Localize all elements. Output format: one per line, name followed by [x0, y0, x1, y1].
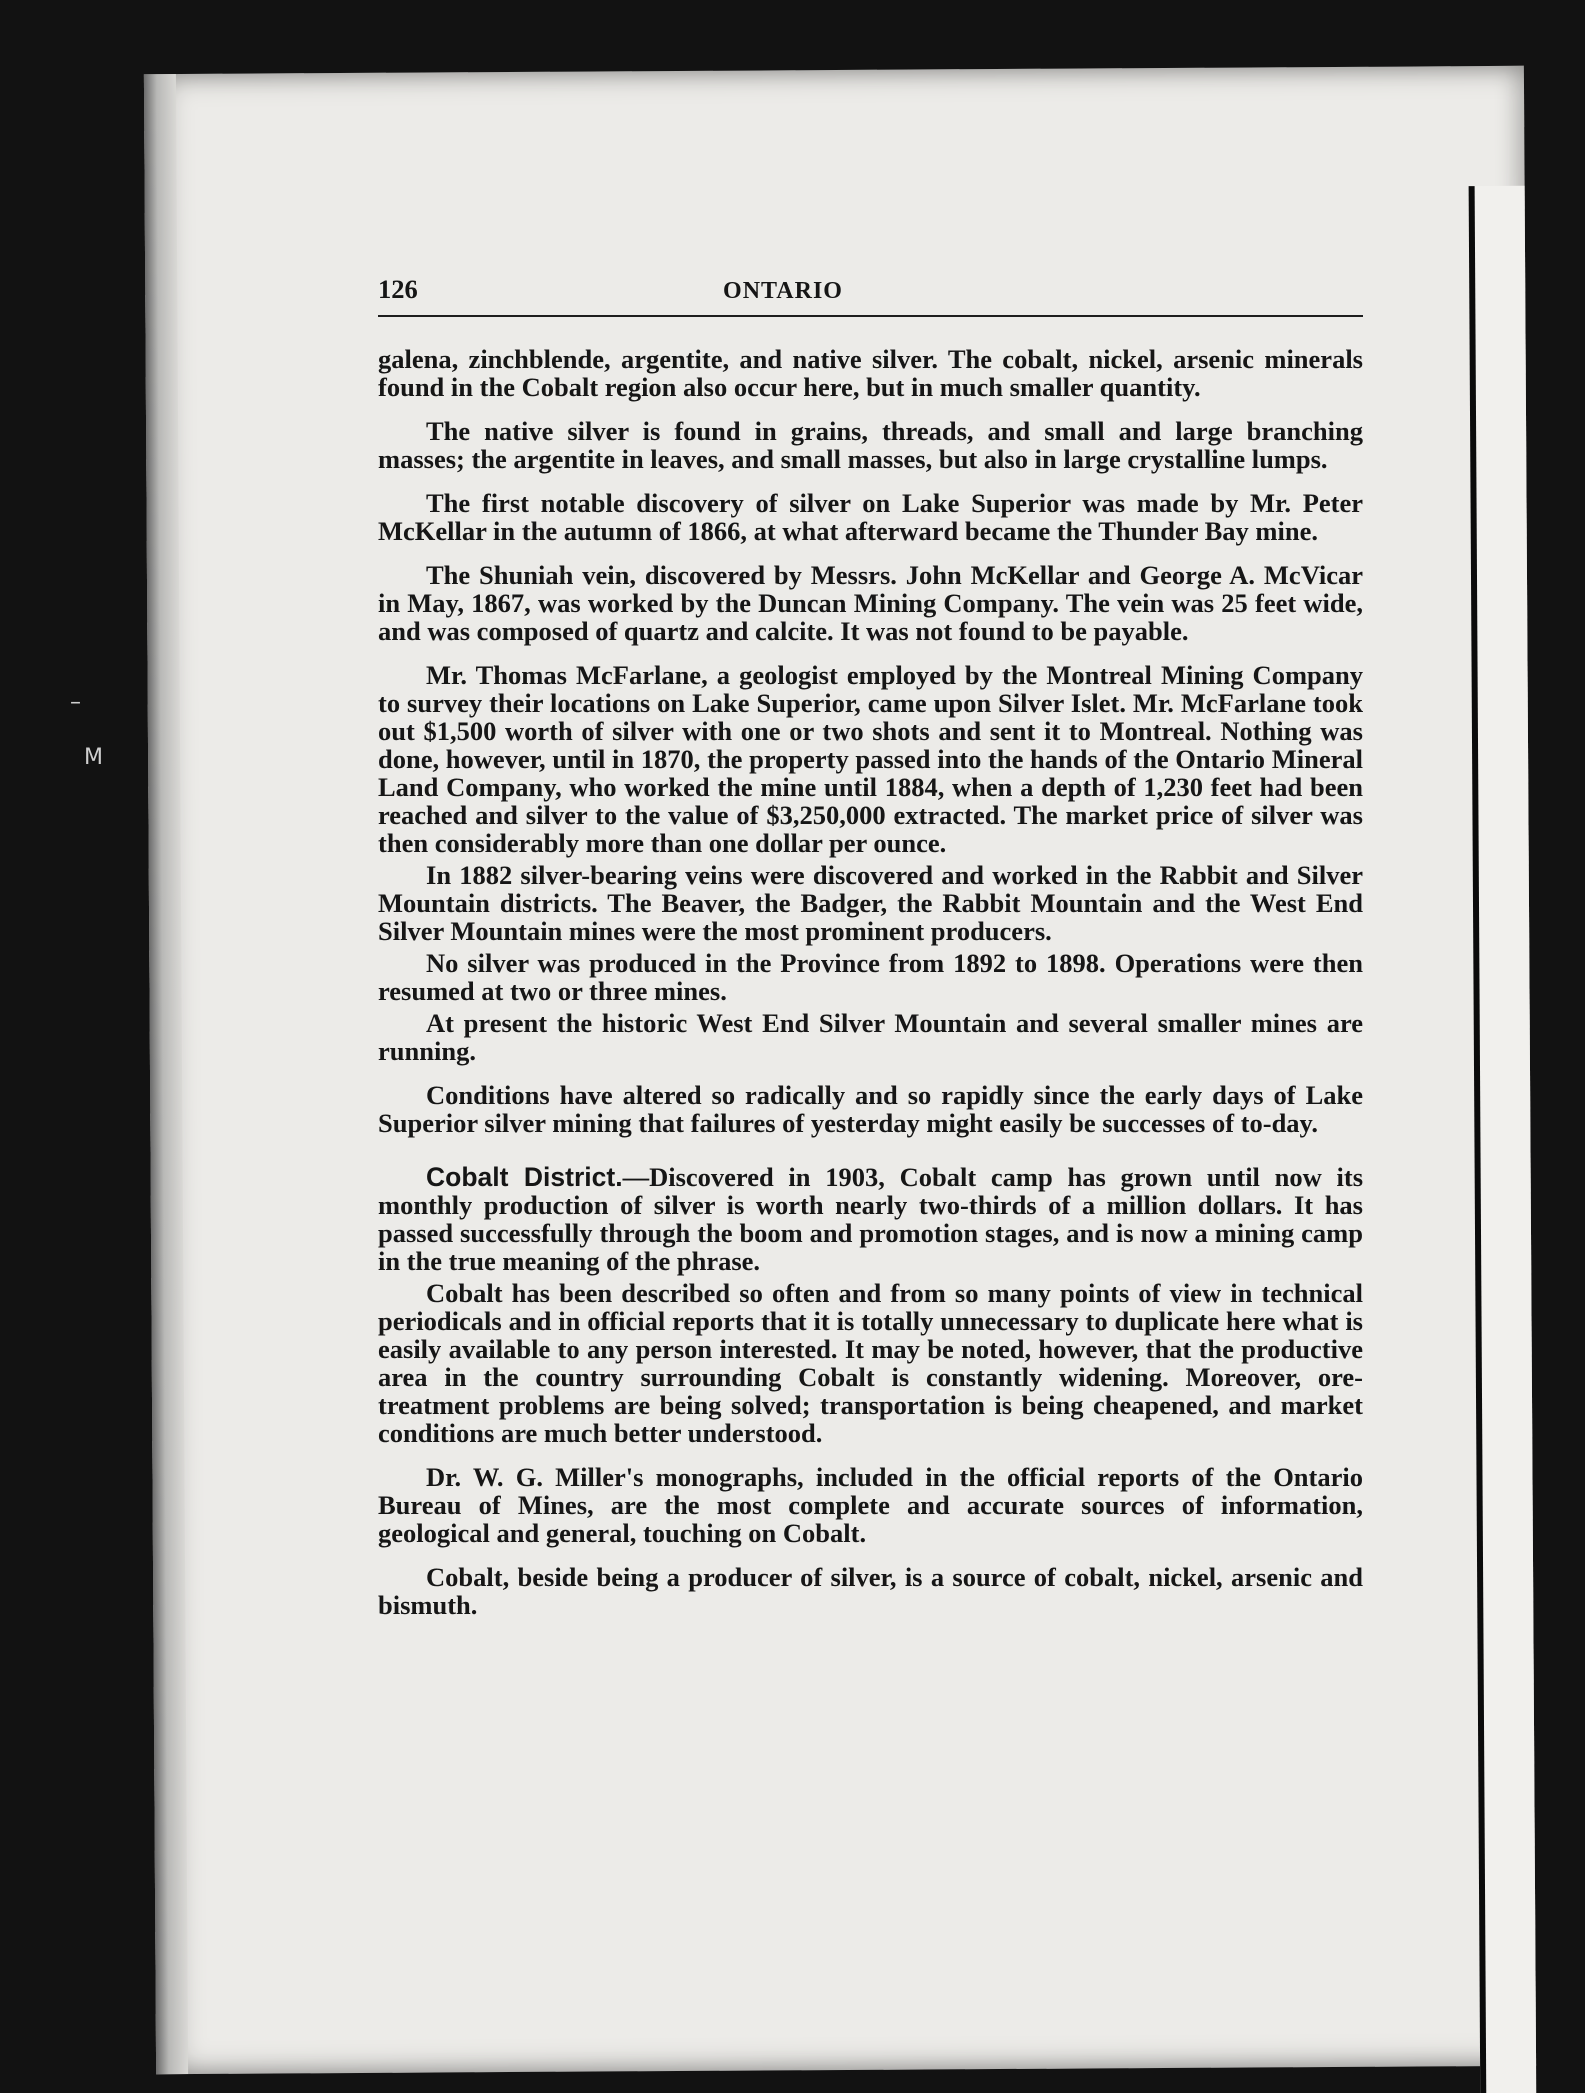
- running-head: ONTARIO: [723, 278, 843, 304]
- paragraph: Cobalt has been described so often and from so many points of view in technical periodicals and in official reports that it is totally unnecessary to duplicate here what is easily available to any person interested. It may be noted, however, that the productive area in the country surrounding Cobalt is constantly widening. Moreover, ore-treatment problems are being solved; transportation is being cheapened, and market conditions are much better understood.: [378, 1278, 1363, 1448]
- paragraph: No silver was produced in the Province from 1892 to 1898. Operations were then resumed at two or three mines.: [378, 948, 1363, 1006]
- paragraph: Dr. W. G. Miller's monographs, included in the official reports of the Ontario Bureau of Mines, are the most complete and accurate sources of information, geological and general, touching on Cobalt.: [378, 1462, 1363, 1548]
- page-content: [198, 275, 1368, 1635]
- paragraph: Cobalt, beside being a producer of silver, is a source of cobalt, nickel, arsenic and bismuth.: [378, 1562, 1363, 1620]
- header-rule: [378, 315, 1363, 317]
- body-text: [378, 345, 1363, 1619]
- page-header: [198, 275, 1368, 315]
- facing-page-edge: [1469, 186, 1537, 2093]
- page-number: 126: [378, 274, 418, 304]
- paragraph: The native silver is found in grains, threads, and small and large branching masses; the argentite in leaves, and small masses, but also in large crystalline lumps.: [378, 416, 1363, 474]
- paragraph: Conditions have altered so radically and so rapidly since the early days of Lake Superior silver mining that failures of yesterday might easily be successes of to-day.: [378, 1080, 1363, 1138]
- paragraph: Mr. Thomas McFarlane, a geologist employed by the Montreal Mining Company to survey their locations on Lake Superior, came upon Silver Islet. Mr. McFarlane took out $1,500 worth of silver with one or two shots and sent it to Montreal. Nothing was done, however, until in 1870, the property passed into the hands of the Ontario Mineral Land Company, who worked the mine until 1884, when a depth of 1,230 feet had been reached and silver to the value of $3,250,000 extracted. The market price of silver was then considerably more than one dollar per ounce.: [378, 660, 1363, 858]
- paragraph: In 1882 silver-bearing veins were discovered and worked in the Rabbit and Silver Mountain districts. The Beaver, the Badger, the Rabbit Mountain and the West End Silver Mountain mines were the most prominent producers.: [378, 860, 1363, 946]
- paragraph: galena, zinchblende, argentite, and native silver. The cobalt, nickel, arsenic minerals found in the Cobalt region also occur here, but in much smaller quantity.: [378, 344, 1363, 402]
- section-title: Cobalt District.: [426, 1162, 623, 1192]
- scan-speck: M: [84, 745, 103, 770]
- paragraph: The Shuniah vein, discovered by Messrs. John McKellar and George A. McVicar in May, 1867, was worked by the Duncan Mining Company. The vein was 25 feet wide, and was composed of quartz and calcite. It was not found to be payable.: [378, 560, 1363, 646]
- paragraph: The first notable discovery of silver on Lake Superior was made by Mr. Peter McKellar in the autumn of 1866, at what afterward became the Thunder Bay mine.: [378, 488, 1363, 546]
- section-lead: —Discovered in 1903, Cobalt camp has grown until now its monthly production of silver is worth nearly two-thirds of a million dollars. It has passed successfully through the boom and promotion stages, and is now a mining camp in the true meaning of the phrase.: [378, 1162, 1364, 1276]
- section-paragraph: [378, 1163, 1363, 1275]
- scan-speck: –: [70, 690, 81, 715]
- page-spine-shadow: [144, 74, 188, 2074]
- paragraph: At present the historic West End Silver Mountain and several smaller mines are running.: [378, 1008, 1363, 1066]
